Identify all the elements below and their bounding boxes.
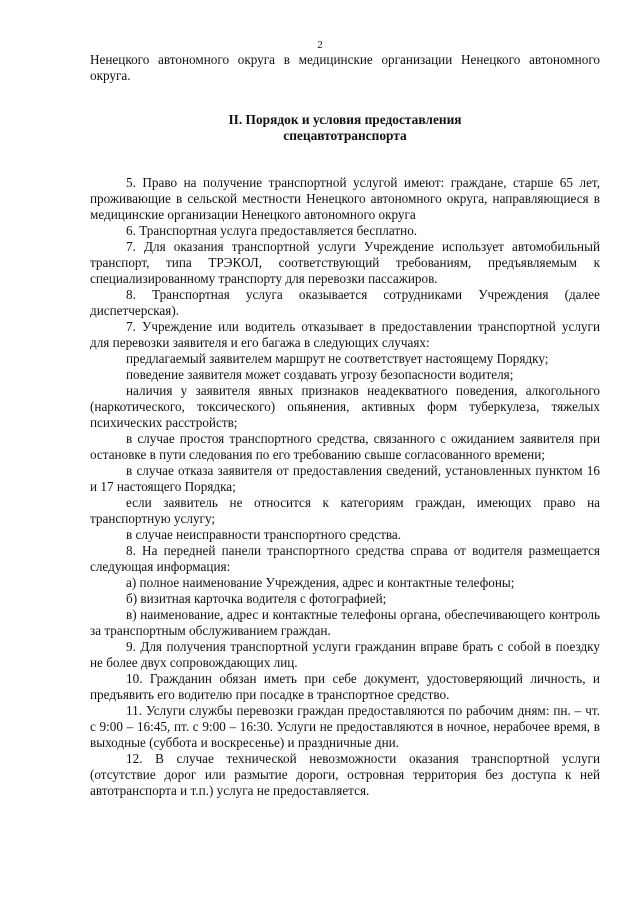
paragraph-8-staff: 8. Транспортная услуга оказывается сотрудниками Учреждения (далее диспетчерская).	[90, 287, 600, 318]
panel-info-item-b: б) визитная карточка водителя с фотографией;	[126, 591, 387, 606]
section-heading-line-2: спецавтотранспорта	[283, 128, 407, 143]
document-body	[90, 52, 600, 799]
paragraph-6-free-service: 6. Транспортная услуга предоставляется бесплатно.	[126, 223, 418, 238]
paragraph-9-companions: 9. Для получения транспортной услуги гражданин вправе брать с собой в поездку не более двух сопровождающих лиц.	[90, 639, 600, 670]
refusal-case-category: если заявитель не относится к категориям граждан, имеющих право на транспортную услугу;	[90, 495, 600, 526]
refusal-case-no-info: в случае отказа заявителя от предоставления сведений, установленных пунктом 16 и 17 настоящего Порядка;	[90, 463, 600, 494]
section-heading	[90, 112, 600, 144]
panel-info-item-a: а) полное наименование Учреждения, адрес и контактные телефоны;	[126, 575, 515, 590]
paragraph-8-panel-info: 8. На передней панели транспортного средства справа от водителя размещается следующая информация:	[90, 543, 600, 574]
panel-info-item-c: в) наименование, адрес и контактные телефоны органа, обеспечивающего контроль за транспортным обслуживанием граждан.	[90, 607, 600, 638]
paragraph-7-vehicle-type: 7. Для оказания транспортной услуги Учреждение использует автомобильный транспорт, типа ТРЭКОЛ, соответствующий требованиям, предъявляемым к специализированному транспорту для перевозки пассажиров.	[90, 239, 600, 286]
section-heading-line-1: II. Порядок и условия предоставления	[228, 112, 462, 127]
paragraph-11-schedule: 11. Услуги службы перевозки граждан предоставляются по рабочим дням: пн. – чт. с 9:00 – 16:45, пт. с 9:00 – 16:30. Услуги не предоставляются в ночное, нерабочее время, в выходные (суббота и воскресенье) и праздничные дни.	[90, 703, 600, 750]
refusal-case-idle: в случае простоя транспортного средства, связанного с ожиданием заявителя при остановке в пути следования по его требованию свыше согласованного времени;	[90, 431, 600, 462]
paragraph-7-refusal: 7. Учреждение или водитель отказывает в предоставлении транспортной услуги для перевозки заявителя и его багажа в следующих случаях:	[90, 319, 600, 350]
refusal-case-behavior: поведение заявителя может создавать угрозу безопасности водителя;	[126, 367, 514, 382]
refusal-case-malfunction: в случае неисправности транспортного средства.	[126, 527, 402, 542]
refusal-case-route: предлагаемый заявителем маршрут не соответствует настоящему Порядку;	[126, 351, 549, 366]
refusal-case-condition: наличия у заявителя явных признаков неадекватного поведения, алкогольного (наркотического, токсического) опьянения, активных форм туберкулеза, тяжелых психических расстройств;	[90, 383, 600, 430]
paragraph-12-technical-impossibility: 12. В случае технической невозможности оказания транспортной услуги (отсутствие дорог или размытие дороги, островная территория без доступа к ней автотранспорта и т.п.) услуга не предоставляется.	[90, 751, 600, 798]
paragraph-10-id-document: 10. Гражданин обязан иметь при себе документ, удостоверяющий личность, и предъявить его водителю при посадке в транспортное средство.	[90, 671, 600, 702]
page-number: 2	[317, 39, 323, 51]
intro-paragraph: Ненецкого автономного округа в медицинские организации Ненецкого автономного округа.	[90, 52, 600, 83]
paragraph-5-right-to-service: 5. Право на получение транспортной услугой имеют: граждане, старше 65 лет, проживающие в сельской местности Ненецкого автономного округа, направляющиеся в медицинские организации Ненецкого автономного округа	[90, 175, 600, 222]
